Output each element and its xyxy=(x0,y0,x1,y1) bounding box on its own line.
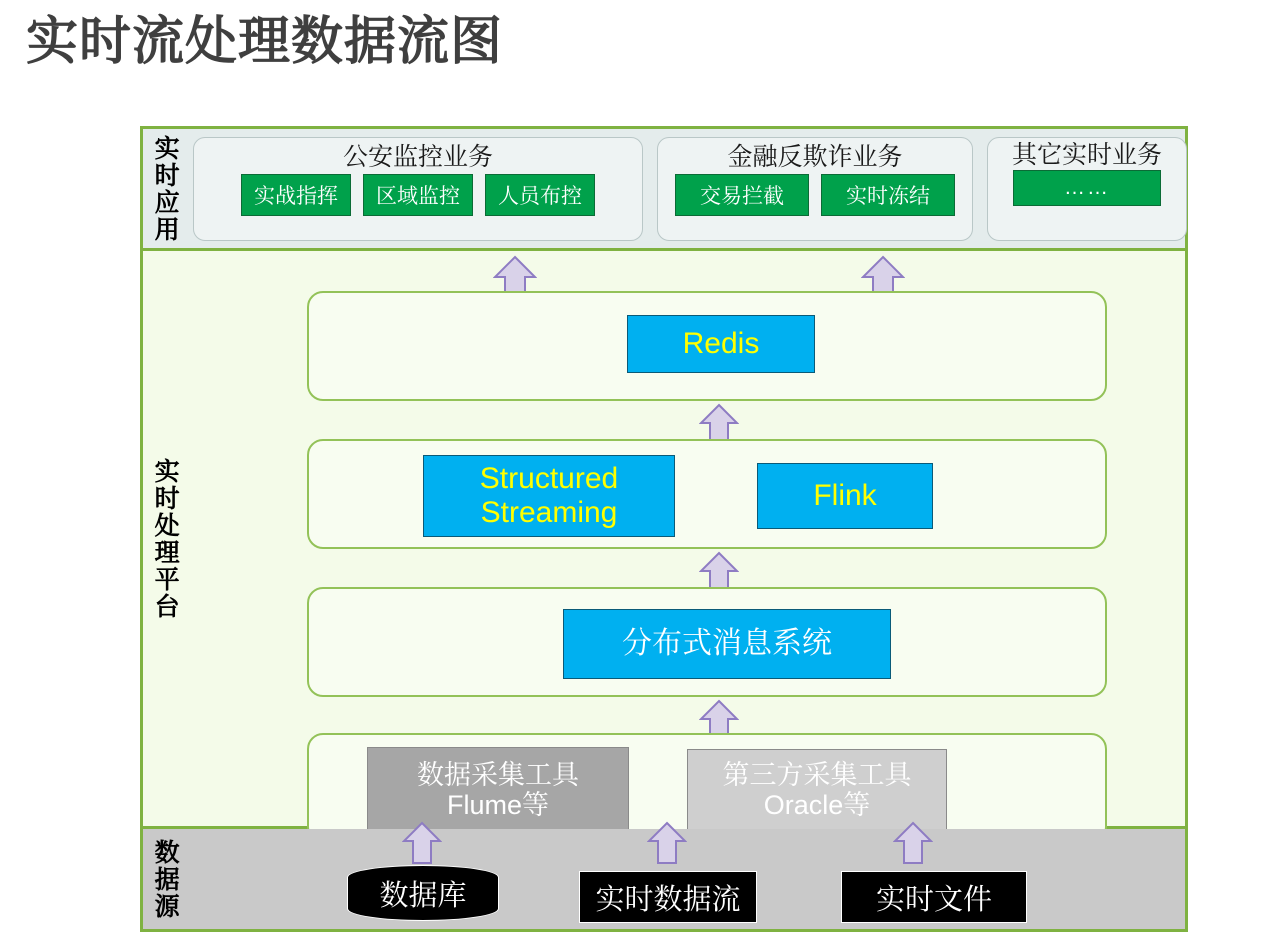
page-title: 实时流处理数据流图 xyxy=(26,13,504,71)
app-group-financial-antifraud xyxy=(657,137,973,241)
app-group-title: 公安监控业务 xyxy=(342,142,493,171)
layer-storage xyxy=(307,291,1107,401)
node-distributed-message-system[interactable]: 分布式消息系统 xyxy=(563,609,891,679)
app-group-title: 金融反欺诈业务 xyxy=(727,142,903,171)
node-redis[interactable]: Redis xyxy=(627,315,815,373)
app-chip-person-control[interactable]: 人员布控 xyxy=(485,174,595,216)
layer-compute xyxy=(307,439,1107,549)
source-realtime-stream[interactable]: 实时数据流 xyxy=(579,871,757,923)
band-label-applications: 实时应用 xyxy=(151,134,180,243)
band-realtime-platform xyxy=(143,251,1185,829)
band-label-platform: 实时处理平台 xyxy=(151,457,180,620)
node-structured-line1: Structured xyxy=(479,462,619,496)
up-arrow-icon xyxy=(893,821,933,865)
node-structured-line2: Streaming xyxy=(480,496,618,529)
node-oracle-line2: Oracle等 xyxy=(763,790,871,820)
app-group-public-security xyxy=(193,137,643,241)
app-chip-area-monitor[interactable]: 区域监控 xyxy=(363,174,473,216)
node-third-party-collection-oracle[interactable] xyxy=(687,749,947,831)
up-arrow-icon xyxy=(647,821,687,865)
app-chip-realtime-freeze[interactable]: 实时冻结 xyxy=(821,174,955,216)
source-database[interactable]: 数据库 xyxy=(347,865,499,921)
band-data-source xyxy=(143,829,1185,929)
app-chip-ellipsis[interactable]: …… xyxy=(1013,170,1161,206)
app-chip-transaction-block[interactable]: 交易拦截 xyxy=(675,174,809,216)
up-arrow-icon xyxy=(402,821,442,865)
node-flink[interactable]: Flink xyxy=(757,463,933,529)
dataflow-diagram xyxy=(140,126,1188,932)
source-realtime-file[interactable]: 实时文件 xyxy=(841,871,1027,923)
app-group-other-realtime xyxy=(987,137,1187,241)
node-structured-streaming[interactable] xyxy=(423,455,675,537)
band-realtime-applications xyxy=(143,129,1185,251)
band-label-data-source: 数据源 xyxy=(151,838,180,920)
app-chip-command[interactable]: 实战指挥 xyxy=(241,174,351,216)
node-oracle-line1: 第三方采集工具 xyxy=(722,759,912,790)
node-flume-line1: 数据采集工具 xyxy=(417,759,579,790)
node-flume-line2: Flume等 xyxy=(446,790,549,820)
layer-messaging xyxy=(307,587,1107,697)
app-group-title: 其它实时业务 xyxy=(1011,141,1162,168)
